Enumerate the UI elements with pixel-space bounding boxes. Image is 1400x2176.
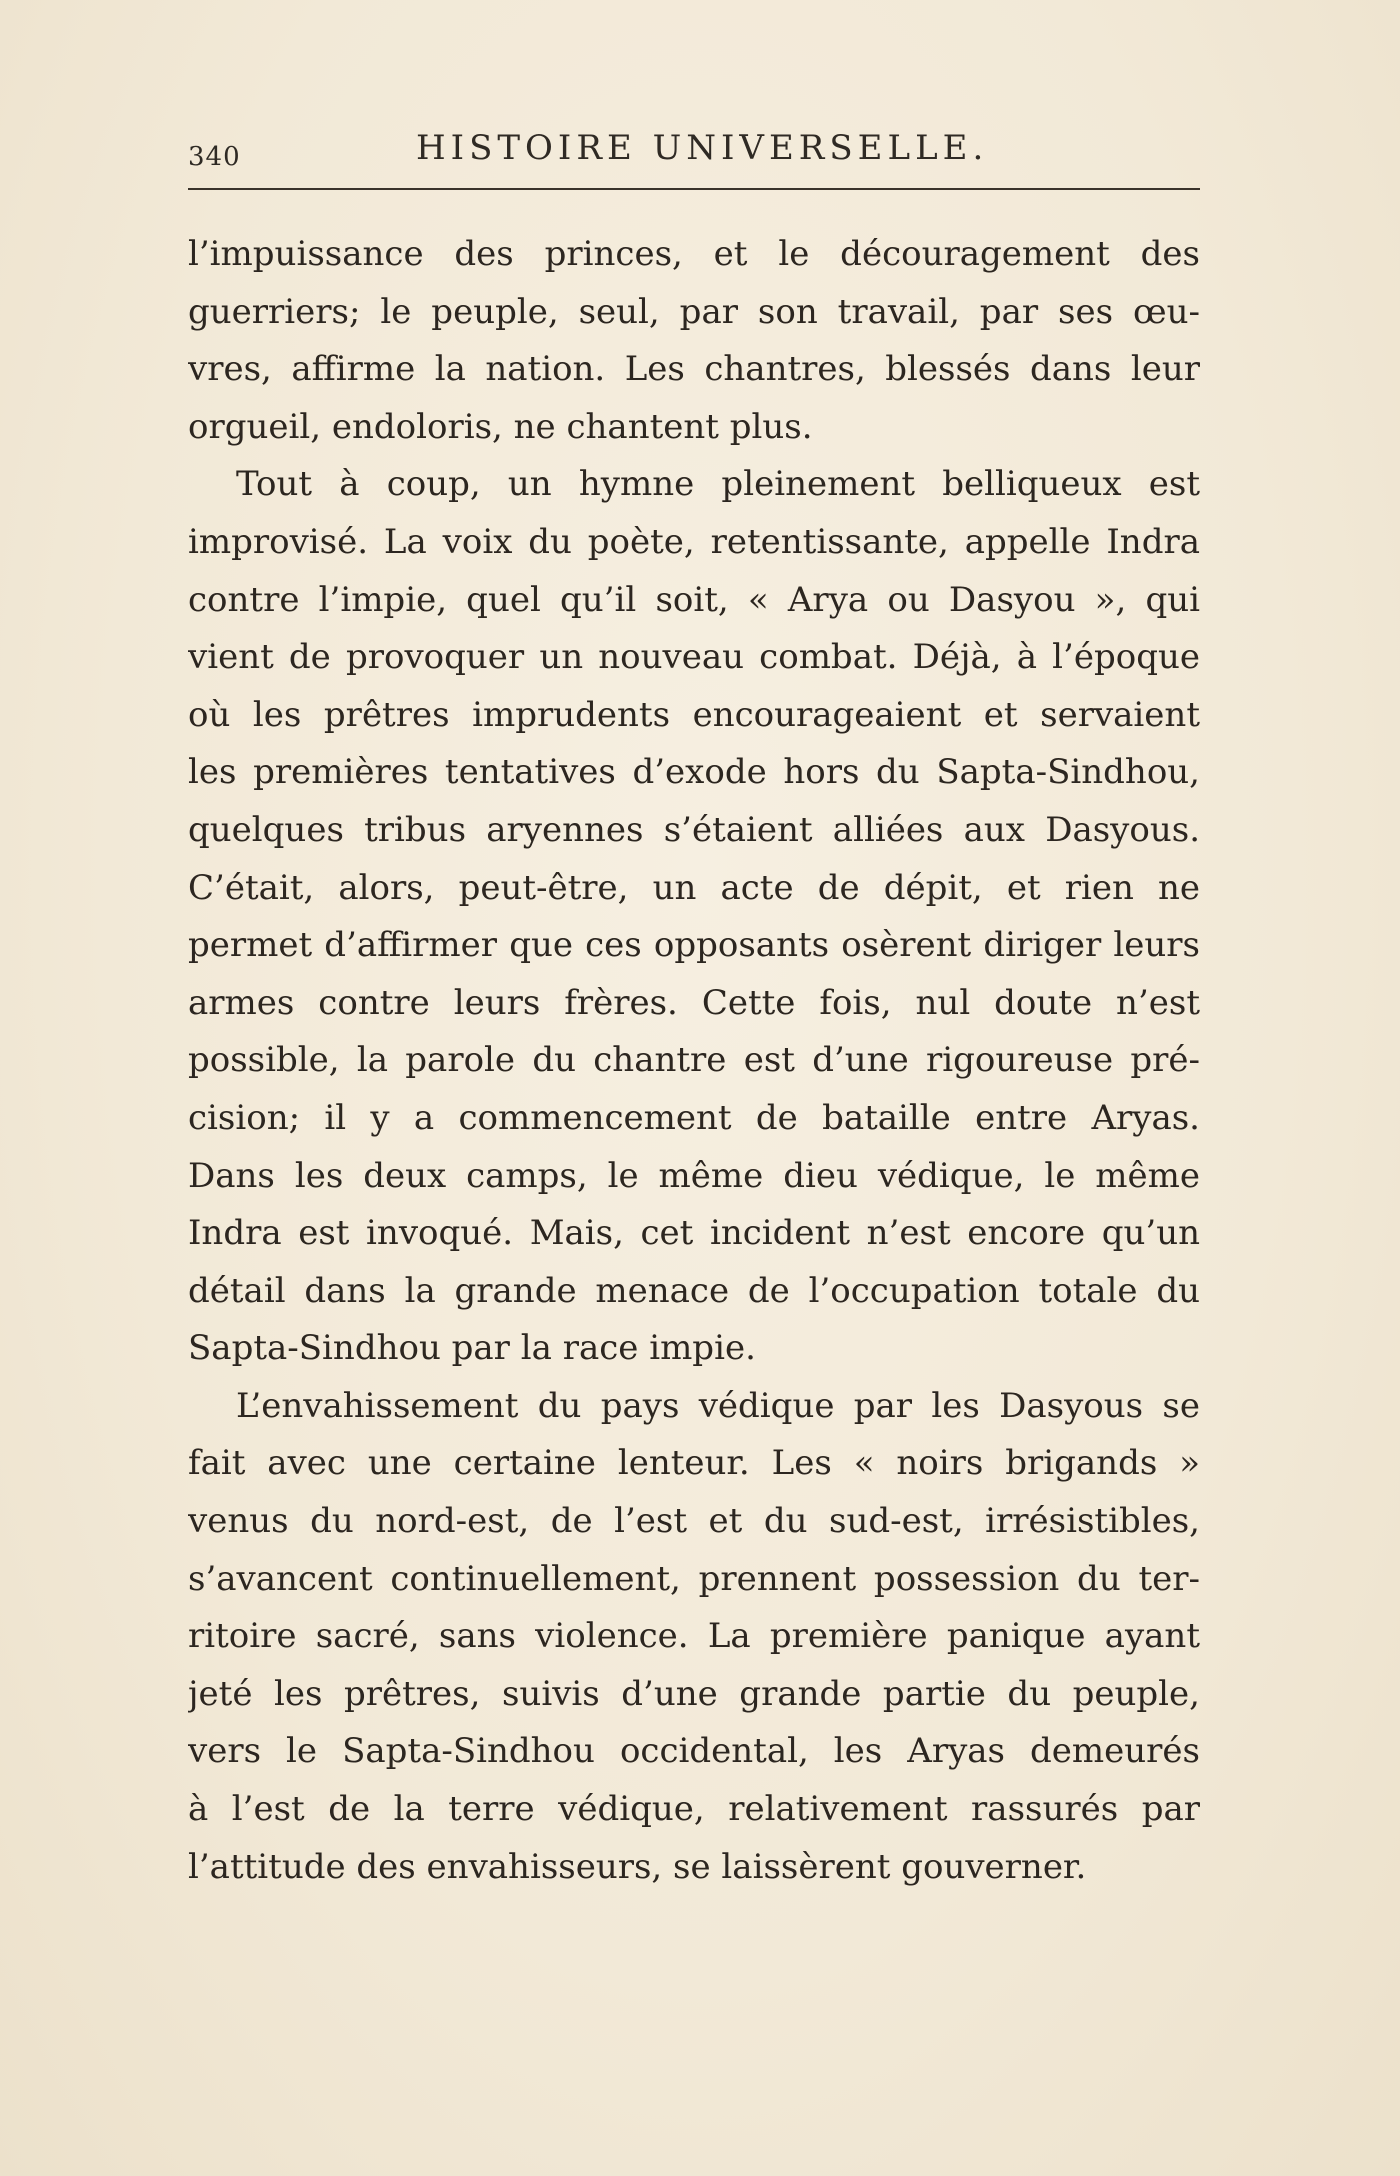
text-line: venus du nord-est, de l’est et du sud-est, irrésistibles,: [188, 1501, 1200, 1542]
page-number: 340: [188, 142, 241, 172]
text-line: fait avec une certaine lenteur. Les « noirs brigands »: [188, 1443, 1200, 1484]
text-line: armes contre leurs frères. Cette fois, nul doute n’est: [188, 982, 1200, 1023]
header-rule: [188, 188, 1200, 190]
text-line: C’était, alors, peut-être, un acte de dépit, et rien ne: [188, 867, 1200, 908]
text-line: improvisé. La voix du poète, retentissante, appelle Indra: [188, 521, 1200, 562]
text-line: à l’est de la terre védique, relativement rassurés par: [188, 1789, 1200, 1830]
running-title: HISTOIRE UNIVERSELLE.: [416, 128, 989, 168]
text-line: orgueil, endoloris, ne chantent plus.: [188, 406, 813, 447]
text-line: Tout à coup, un hymne pleinement belliqueux est: [236, 464, 1200, 505]
text-line: cision; il y a commencement de bataille entre Aryas.: [188, 1097, 1200, 1138]
text-line: détail dans la grande menace de l’occupation totale du: [188, 1270, 1200, 1311]
text-line: quelques tribus aryennes s’étaient alliées aux Dasyous.: [188, 809, 1200, 850]
text-line: Indra est invoqué. Mais, cet incident n’est encore qu’un: [188, 1213, 1200, 1254]
text-line: contre l’impie, quel qu’il soit, « Arya ou Dasyou », qui: [188, 579, 1200, 620]
text-line: possible, la parole du chantre est d’une rigoureuse pré-: [188, 1040, 1200, 1081]
page-header: [188, 128, 1200, 178]
text-line: jeté les prêtres, suivis d’une grande partie du peuple,: [188, 1673, 1200, 1714]
text-line: l’impuissance des princes, et le découragement des: [188, 234, 1200, 274]
text-line: L’envahissement du pays védique par les Dasyous se: [236, 1385, 1200, 1426]
text-line: vers le Sapta-Sindhou occidental, les Aryas demeurés: [188, 1731, 1200, 1772]
text-line: ritoire sacré, sans violence. La première panique ayant: [188, 1616, 1200, 1657]
text-line: s’avancent continuellement, prennent possession du ter-: [188, 1558, 1200, 1599]
text-line: vient de provoquer un nouveau combat. Déjà, à l’époque: [188, 637, 1200, 678]
text-line: où les prêtres imprudents encourageaient et servaient: [188, 694, 1200, 735]
body-text: [188, 226, 1200, 1896]
text-line: guerriers; le peuple, seul, par son travail, par ses œu-: [188, 291, 1200, 332]
text-line: l’attitude des envahisseurs, se laissèrent gouverner.: [188, 1846, 1087, 1887]
text-line: Sapta-Sindhou par la race impie.: [188, 1328, 756, 1369]
text-line: Dans les deux camps, le même dieu védique, le même: [188, 1155, 1200, 1196]
text-line: permet d’affirmer que ces opposants osèrent diriger leurs: [188, 925, 1200, 966]
text-line: les premières tentatives d’exode hors du Sapta-Sindhou,: [188, 752, 1200, 793]
text-line: vres, affirme la nation. Les chantres, blessés dans leur: [188, 349, 1200, 390]
